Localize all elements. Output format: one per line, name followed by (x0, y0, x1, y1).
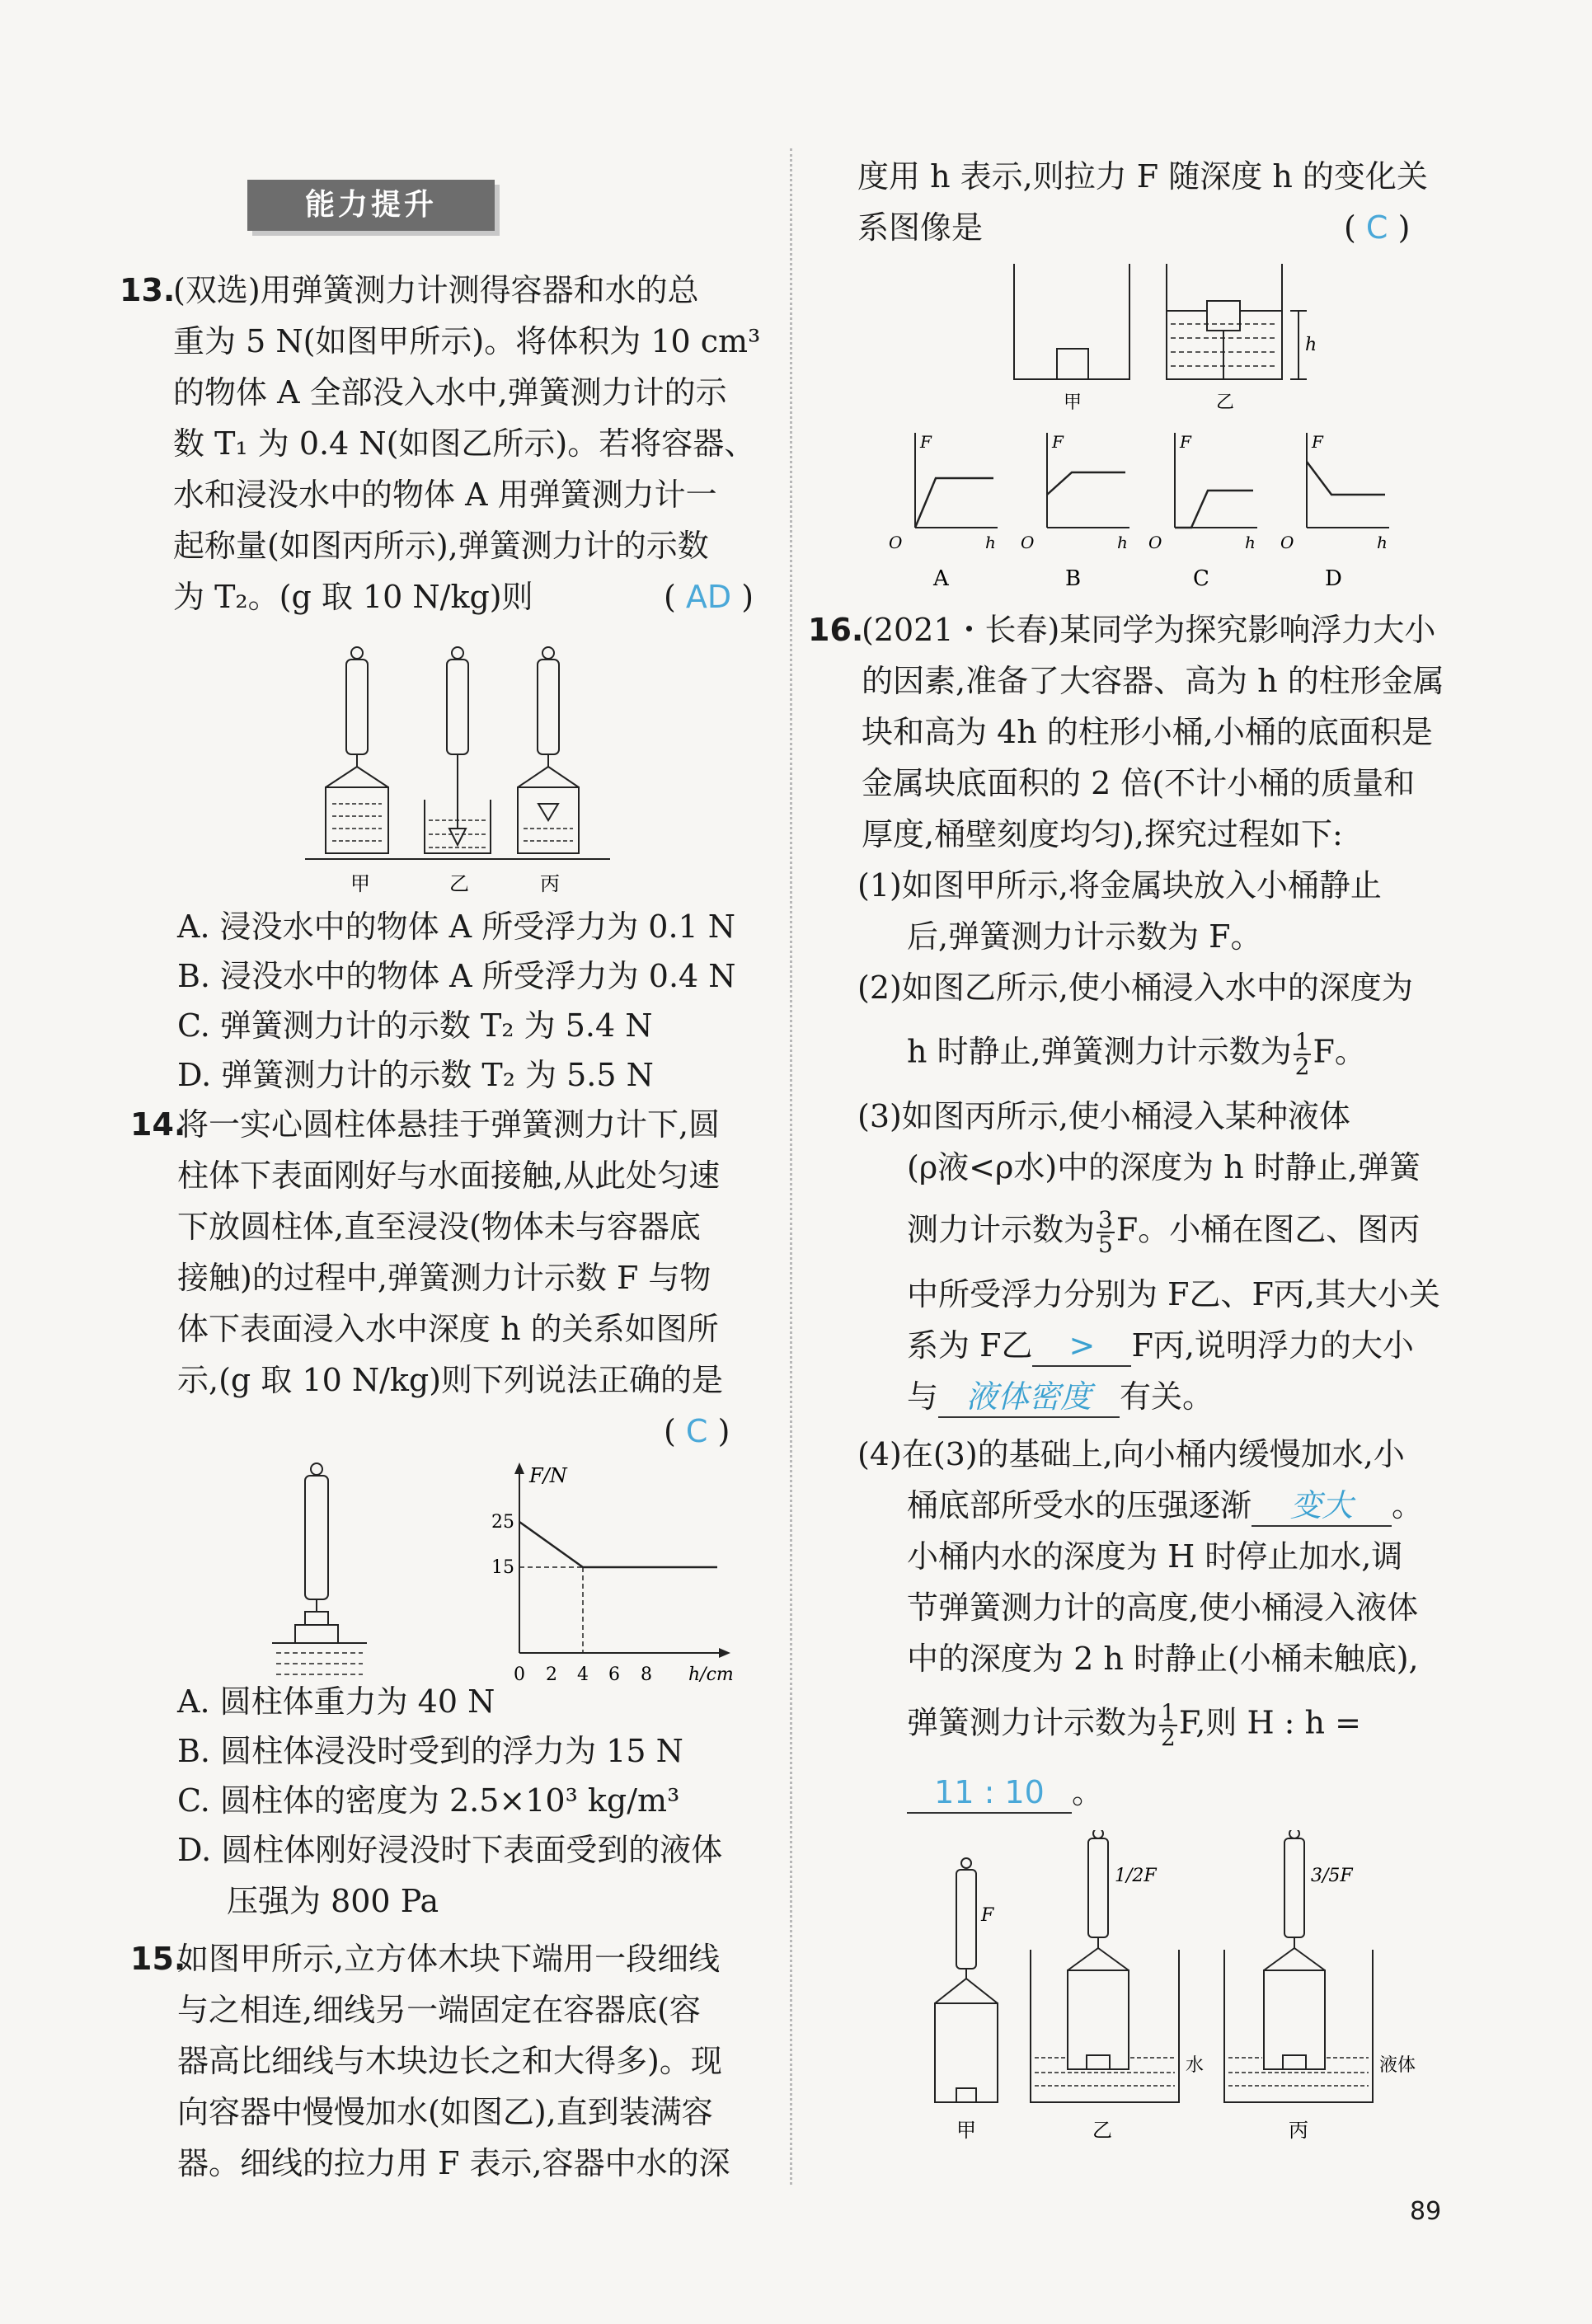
q15-graph-b (1021, 432, 1129, 591)
q14-option-d-cont: 压强为 800 Pa (227, 1883, 439, 1919)
q16-line-4: 金属块底面积的 2 倍(不计小桶的质量和 (862, 765, 1416, 801)
q16-step4-line-3: 小桶内水的深度为 H 时停止加水,调 (907, 1538, 1403, 1575)
q16-step3-line-6: 与 液体密度 有关。 (907, 1377, 1214, 1418)
svg-text:O: O (889, 533, 903, 552)
q14-x-tick-0: 0 (514, 1664, 525, 1682)
q16-step4-line-1: (4)在(3)的基础上,向小桶内缓慢加水,小 (857, 1436, 1405, 1472)
svg-text:h: h (985, 533, 996, 552)
q15-graph-d (1280, 432, 1389, 591)
q15-fig-label-jia: 甲 (1064, 392, 1082, 413)
q16-answer-compare: > (1068, 1327, 1096, 1364)
q16-step4-line-4: 节弹簧测力计的高度,使小桶浸入液体 (907, 1589, 1419, 1626)
q16-answer-pressure: 变大 (1290, 1487, 1354, 1524)
q13-line-7: 为 T₂。(g 取 10 N/kg)则 (173, 579, 533, 615)
q15-fig-label-yi: 乙 (1216, 392, 1235, 413)
q16-force-label-jia: F (981, 1905, 994, 1926)
svg-text:F: F (1052, 432, 1064, 452)
q14-x-tick-6: 6 (608, 1664, 620, 1682)
q15-graph-c (1148, 432, 1257, 591)
q14-line-4: 接触)的过程中,弹簧测力计示数 F 与物 (177, 1260, 711, 1296)
q15-number: 15. (130, 1941, 186, 1977)
q16-force-label-bing: 3/5F (1311, 1866, 1353, 1886)
q16-step3-line-1: (3)如图丙所示,使小桶浸入某种液体 (857, 1098, 1350, 1134)
q13-line-4: 数 T₁ 为 0.4 N(如图乙所示)。若将容器、 (173, 425, 756, 462)
q14-y-tick-25: 25 (491, 1512, 514, 1533)
q13-line-3: 的物体 A 全部没入水中,弹簧测力计的示 (173, 374, 727, 411)
q14-x-tick-4: 4 (577, 1664, 589, 1682)
q16-side-label-water: 水 (1186, 2055, 1205, 2076)
q15-h-mark: h (1305, 335, 1317, 355)
q14-x-tick-2: 2 (546, 1664, 557, 1682)
q16-answer-factor: 液体密度 (966, 1378, 1092, 1415)
svg-text:h: h (1245, 533, 1256, 552)
q15-line-3: 器高比细线与木块边长之和大得多)。现 (177, 2043, 722, 2079)
q14-graph (491, 1462, 734, 1682)
q13-line-5: 水和浸没水中的物体 A 用弹簧测力计一 (173, 477, 717, 513)
svg-text:h: h (1377, 533, 1388, 552)
q16-figure (923, 1830, 1451, 2143)
q15-line-4: 向容器中慢慢加水(如图乙),直到装满容 (177, 2094, 713, 2130)
q13-option-b: B. 浸没水中的物体 A 所受浮力为 0.4 N (177, 958, 736, 994)
q13-fig-label-jia: 甲 (350, 872, 370, 895)
q13-figure (305, 643, 618, 899)
fraction-three-fifths: $\frac{3}{5}$ (1098, 1206, 1113, 1258)
q16-number: 16. (808, 612, 864, 648)
q16-line-1: (2021・长春)某同学为探究影响浮力大小 (862, 612, 1436, 648)
q16-step3-line-3: 测力计示数为 $\frac{3}{5}$ F。小桶在图乙、图丙 (907, 1206, 1421, 1258)
q14-line-5: 体下表面浸入水中深度 h 的关系如图所 (177, 1311, 719, 1347)
q15-answer: ( C ) (1344, 209, 1411, 246)
q16-step3-line-5: 系为 F乙 > F丙,说明浮力的大小 (907, 1326, 1414, 1367)
svg-text:F: F (1180, 432, 1191, 452)
q14-option-d: D. 圆柱体刚好浸没时下表面受到的液体 (177, 1832, 723, 1868)
q16-fig-label-jia: 甲 (956, 2119, 976, 2142)
q13-fig-label-yi: 乙 (449, 872, 469, 895)
q16-line-3: 块和高为 4h 的柱形小桶,小桶的底面积是 (862, 714, 1433, 750)
q14-line-1: 将一实心圆柱体悬挂于弹簧测力计下,圆 (177, 1106, 721, 1143)
q14-y-tick-15: 15 (491, 1557, 514, 1578)
q14-line-6: 示,(g 取 10 N/kg)则下列说法正确的是 (177, 1362, 724, 1398)
q15-cont-line-2: 系图像是 (857, 209, 984, 246)
q15-option-graphs (882, 425, 1451, 594)
q16-line-2: 的因素,准备了大容器、高为 h 的柱形金属 (862, 663, 1444, 699)
q16-line-5: 厚度,桶壁刻度均匀),探究过程如下: (862, 816, 1343, 852)
q14-y-label: F/N (529, 1464, 567, 1487)
q15-graph-label-a: A (933, 566, 949, 591)
q15-line-1: 如图甲所示,立方体木块下端用一段细线 (177, 1941, 721, 1977)
q14-figure (272, 1459, 734, 1682)
q15-line-5: 器。细线的拉力用 F 表示,容器中水的深 (177, 2145, 730, 2181)
svg-text:O: O (1148, 533, 1162, 552)
q16-step1-line-2: 后,弹簧测力计示数为 F。 (907, 918, 1262, 955)
q16-step4-line-5: 中的深度为 2 h 时静止(小桶未触底), (907, 1641, 1419, 1677)
q14-option-a: A. 圆柱体重力为 40 N (177, 1683, 495, 1720)
q16-step3-line-4: 中所受浮力分别为 F乙、F丙,其大小关 (907, 1276, 1440, 1312)
q14-x-label: h/cm (688, 1664, 734, 1682)
q13-option-c: C. 弹簧测力计的示数 T₂ 为 5.4 N (177, 1007, 653, 1044)
svg-text:O: O (1021, 533, 1035, 552)
svg-text:O: O (1280, 533, 1294, 552)
svg-text:F: F (1312, 432, 1323, 452)
q13-option-d: D. 弹簧测力计的示数 T₂ 为 5.5 N (177, 1057, 654, 1093)
q16-step1-line-1: (1)如图甲所示,将金属块放入小桶静止 (857, 867, 1382, 904)
section-heading: 能力提升 (247, 180, 495, 231)
q15-graph-label-c: C (1193, 566, 1209, 591)
q14-answer: ( C ) (664, 1413, 730, 1449)
q15-cont-line-1: 度用 h 表示,则拉力 F 随深度 h 的变化关 (857, 158, 1428, 195)
q13-number: 13. (120, 272, 176, 308)
q16-side-label-liquid: 液体 (1379, 2055, 1416, 2076)
q15-line-2: 与之相连,细线另一端固定在容器底(容 (177, 1992, 701, 2028)
q14-option-b: B. 圆柱体浸没时受到的浮力为 15 N (177, 1733, 683, 1769)
q15-graph-label-d: D (1325, 566, 1342, 591)
q13-line-1: (双选)用弹簧测力计测得容器和水的总 (173, 272, 699, 308)
q14-option-c: C. 圆柱体的密度为 2.5×10³ kg/m³ (177, 1782, 680, 1819)
q14-number: 14. (130, 1106, 186, 1143)
q16-step2-line-2: h 时静止,弹簧测力计示数为 $\frac{1}{2}$ F。 (907, 1028, 1366, 1080)
fraction-half-2: $\frac{1}{2}$ (1161, 1699, 1176, 1751)
q14-line-2: 柱体下表面刚好与水面接触,从此处匀速 (177, 1157, 721, 1194)
q15-graph-label-b: B (1065, 566, 1082, 591)
page-number: 89 (1410, 2197, 1442, 2226)
svg-text:F: F (920, 432, 932, 452)
q16-fig-label-bing: 丙 (1289, 2119, 1308, 2142)
q15-figure (1006, 260, 1352, 420)
q16-answer-ratio: 11 : 10 (934, 1774, 1045, 1810)
q14-f-h-line (519, 1522, 717, 1567)
column-divider (790, 148, 792, 2185)
q14-line-3: 下放圆柱体,直至浸没(物体未与容器底 (177, 1209, 701, 1245)
q14-x-tick-8: 8 (641, 1664, 652, 1682)
q13-line-2: 重为 5 N(如图甲所示)。将体积为 10 cm³ (173, 323, 761, 359)
fraction-half: $\frac{1}{2}$ (1294, 1028, 1310, 1080)
svg-text:h: h (1117, 533, 1128, 552)
q15-graph-a (889, 432, 998, 591)
q16-step3-line-2: (ρ液<ρ水)中的深度为 h 时静止,弹簧 (907, 1149, 1421, 1185)
q13-fig-label-bing: 丙 (540, 872, 560, 895)
q16-force-label-yi: 1/2F (1115, 1866, 1157, 1886)
q16-step4-line-2: 桶底部所受水的压强逐渐 变大 。 (907, 1486, 1423, 1527)
q16-fig-label-yi: 乙 (1092, 2119, 1112, 2142)
q16-step2-line-1: (2)如图乙所示,使小桶浸入水中的深度为 (857, 970, 1413, 1006)
q13-answer: ( AD ) (664, 579, 754, 615)
q13-line-6: 起称量(如图丙所示),弹簧测力计的示数 (173, 528, 709, 564)
q16-step4-line-6: 弹簧测力计示数为 $\frac{1}{2}$ F,则 H : h = (907, 1699, 1361, 1751)
q16-step4-line-7: 11 : 10 。 (907, 1772, 1103, 1814)
q13-option-a: A. 浸没水中的物体 A 所受浮力为 0.1 N (177, 908, 736, 945)
